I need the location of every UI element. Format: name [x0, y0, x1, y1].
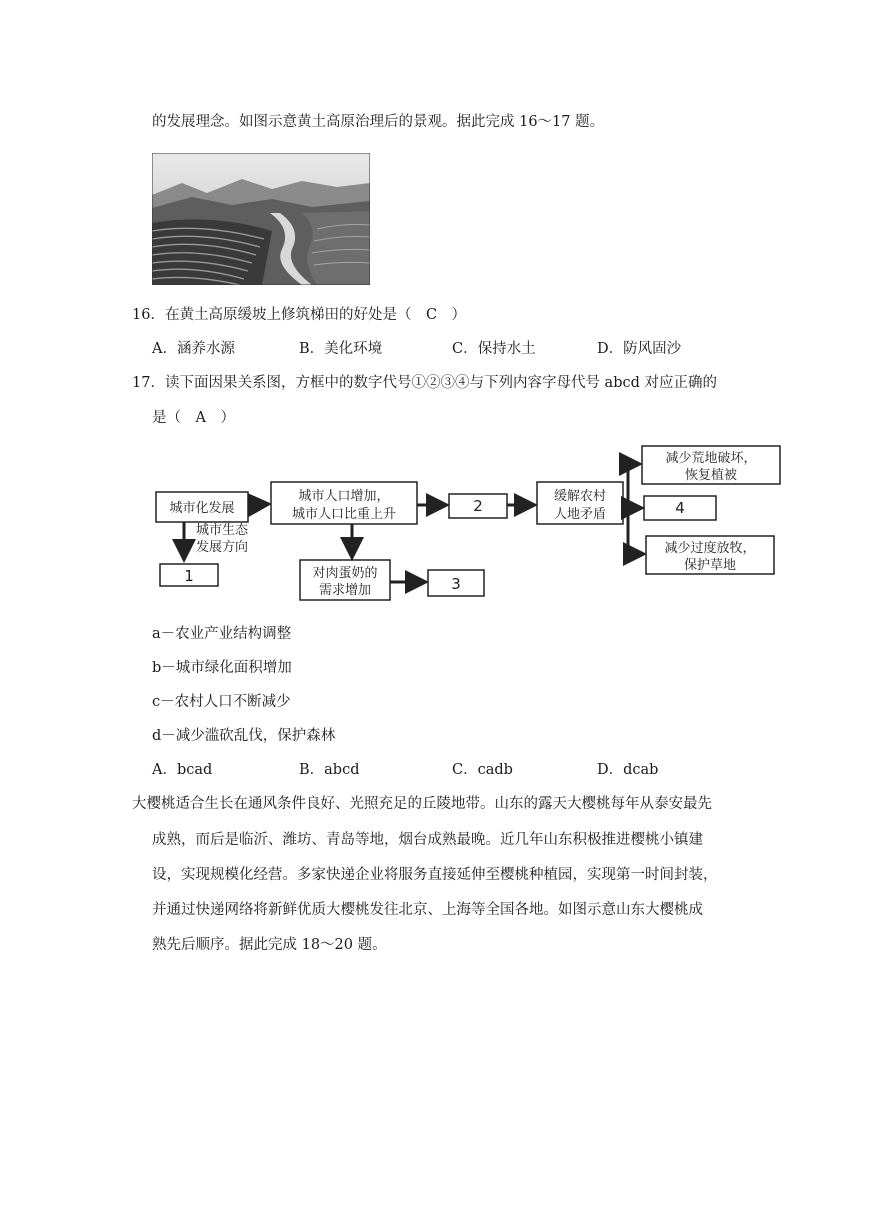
label-relieve-2: 人地矛盾 [553, 507, 607, 522]
label-eco-direction-1: 城市生态 [195, 523, 249, 538]
label-reduce-graze-1: 减少过度放牧， [664, 541, 756, 556]
label-relieve-1: 缓解农村 [553, 489, 607, 504]
passage-line-3: 设，实现规模化经营。多家快递企业将服务直接延伸至樱桃种植园，实现第一时间封装， [152, 867, 718, 883]
q16-option-b: B．美化环境 [299, 341, 383, 357]
label-eco-direction-2: 发展方向 [195, 540, 249, 555]
q16-stem: 16．在黄土高原缓坡上修筑梯田的好处是（ C ） [132, 307, 467, 323]
q16-option-a: A．涵养水源 [152, 341, 235, 357]
cause-effect-diagram [150, 442, 790, 608]
label-reduce-waste-2: 恢复植被 [684, 468, 738, 483]
label-population-2: 城市人口比重上升 [291, 507, 397, 522]
label-reduce-waste-1: 减少荒地破坏， [665, 451, 757, 466]
label-urbanization: 城市化发展 [169, 501, 235, 516]
label-box-3: 3 [451, 575, 461, 593]
label-demand-2: 需求增加 [318, 583, 372, 598]
label-box-2: 2 [473, 497, 483, 515]
label-reduce-graze-2: 保护草地 [683, 558, 737, 573]
q17-item-c: c－农村人口不断减少 [152, 694, 291, 710]
label-box-4: 4 [675, 499, 685, 517]
q17-stem-line1: 17．读下面因果关系图，方框中的数字代号①②③④与下列内容字母代号 abcd 对应正确的 [132, 375, 717, 391]
passage-line-1: 大樱桃适合生长在通风条件良好、光照充足的丘陵地带。山东的露天大樱桃每年从泰安最先 [132, 796, 712, 812]
q17-stem-line2: 是（ A ） [152, 410, 235, 426]
loess-terrace-photo [152, 153, 370, 285]
intro-text: 的发展理念。如图示意黄土高原治理后的景观。据此完成 16～17 题。 [152, 114, 605, 130]
q17-option-b: B．abcd [299, 762, 360, 778]
label-box-1: 1 [184, 567, 194, 585]
q17-option-a: A．bcad [152, 762, 213, 778]
passage-line-5: 熟先后顺序。据此完成 18～20 题。 [152, 937, 387, 953]
passage-line-2: 成熟，而后是临沂、潍坊、青岛等地，烟台成熟最晚。近几年山东积极推进樱桃小镇建 [152, 832, 703, 848]
q17-option-d: D．dcab [597, 762, 659, 778]
q17-item-b: b－城市绿化面积增加 [152, 660, 292, 676]
q16-option-d: D．防风固沙 [597, 341, 682, 357]
q17-item-d: d－减少滥砍乱伐，保护森林 [152, 728, 336, 744]
label-demand-1: 对肉蛋奶的 [312, 566, 378, 581]
passage-line-4: 并通过快递网络将新鲜优质大樱桃发往北京、上海等全国各地。如图示意山东大樱桃成 [152, 902, 703, 918]
q16-option-c: C．保持水土 [452, 341, 536, 357]
arrow-urban-to-population [248, 504, 269, 505]
label-population-1: 城市人口增加， [298, 489, 390, 504]
q17-item-a: a－农业产业结构调整 [152, 626, 292, 642]
q17-option-c: C．cadb [452, 762, 513, 778]
